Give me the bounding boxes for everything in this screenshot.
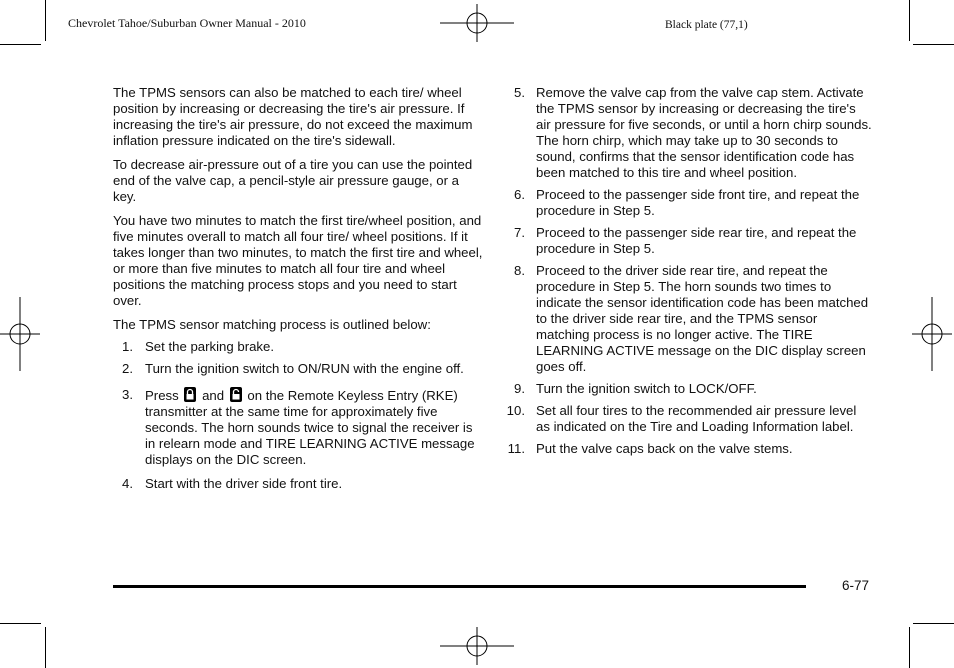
step-text: Turn the ignition switch to LOCK/OFF. bbox=[536, 381, 757, 396]
step-item bbox=[113, 476, 483, 492]
step-text-pre: Press bbox=[145, 388, 179, 403]
step-number: 9. bbox=[514, 381, 525, 396]
lock-icon bbox=[184, 387, 196, 402]
step-list bbox=[503, 85, 873, 457]
step-number: 10. bbox=[506, 403, 525, 418]
step-item bbox=[503, 403, 873, 435]
step-item bbox=[503, 263, 873, 375]
registration-mark-right bbox=[912, 297, 952, 371]
step-text: Proceed to the driver side rear tire, and repeat the procedure in Step 5. The horn sounds two times to indicate the sensor identification code has been matched to the driver side rear tire, and the TPMS sensor matching process is no longer active. The TIRE LEARNING ACTIVE message on the DIC display screen goes off. bbox=[536, 263, 869, 374]
step-text: Proceed to the passenger side front tire, and repeat the procedure in Step 5. bbox=[536, 187, 860, 218]
step-number: 1. bbox=[122, 339, 133, 354]
step-item bbox=[503, 85, 873, 181]
footer-rule bbox=[113, 585, 806, 588]
plate-label: Black plate (77,1) bbox=[665, 19, 748, 31]
step-item bbox=[503, 381, 873, 397]
step-text: Put the valve caps back on the valve stems. bbox=[536, 441, 793, 456]
unlock-icon bbox=[230, 387, 242, 402]
step-text-post: on the Remote Keyless Entry (RKE) transmitter at the same time for approximately five seconds. The horn sounds twice to signal the receiver is in relearn mode and TIRE LEARNING ACTIVE message displays on the DIC screen. bbox=[145, 388, 475, 467]
step-text: Remove the valve cap from the valve cap stem. Activate the TPMS sensor by increasing or decreasing the tire's air pressure for five seconds, or until a horn chirp sounds. The horn chirp, which may take up to 30 seconds to sound, confirms that the sensor identification code has been matched to this tire and wheel position. bbox=[536, 85, 872, 180]
step-text-mid: and bbox=[202, 388, 225, 403]
registration-mark-left bbox=[0, 297, 40, 371]
paragraph: The TPMS sensors can also be matched to each tire/ wheel position by increasing or decreasing the tire's air pressure. If increasing the tire's air pressure, do not exceed the maximum inflation pressure indicated on the tire's sidewall. bbox=[113, 85, 473, 148]
step-number: 5. bbox=[514, 85, 525, 100]
step-item bbox=[113, 361, 483, 377]
step-number: 6. bbox=[514, 187, 525, 202]
step-text: Start with the driver side front tire. bbox=[145, 476, 343, 491]
right-column bbox=[503, 85, 873, 463]
registration-mark-bottom bbox=[440, 627, 514, 665]
step-text: Turn the ignition switch to ON/RUN with the engine off. bbox=[145, 361, 464, 376]
step-list bbox=[113, 339, 483, 492]
step-text: Proceed to the passenger side rear tire, and repeat the procedure in Step 5. bbox=[536, 225, 857, 256]
step-text: Set all four tires to the recommended air pressure level as indicated on the Tire and Loading Information label. bbox=[536, 403, 857, 434]
step-number: 8. bbox=[514, 263, 525, 278]
page-number: 6-77 bbox=[842, 578, 870, 593]
paragraph: The TPMS sensor matching process is outlined below: bbox=[113, 317, 431, 332]
step-number: 3. bbox=[122, 387, 133, 402]
step-number: 2. bbox=[122, 361, 133, 376]
running-header-title: Chevrolet Tahoe/Suburban Owner Manual - 2010 bbox=[68, 16, 306, 30]
step-number: 4. bbox=[122, 476, 133, 491]
paragraph: You have two minutes to match the first tire/wheel position, and five minutes overall to match all four tire/ wheel positions. If it takes longer than two minutes, to match the first tire and wheel, or more than five minutes to match all four tire and wheel positions the matching process stops and you need to start over. bbox=[113, 213, 483, 308]
step-item bbox=[113, 387, 483, 468]
step-number: 11. bbox=[507, 441, 525, 456]
step-number: 7. bbox=[514, 225, 525, 240]
step-item bbox=[503, 187, 873, 219]
paragraph: To decrease air-pressure out of a tire you can use the pointed end of the valve cap, a pencil-style air pressure gauge, or a key. bbox=[113, 157, 473, 204]
registration-mark-top bbox=[440, 4, 514, 42]
step-item bbox=[503, 225, 873, 257]
step-item bbox=[113, 339, 483, 355]
step-item bbox=[503, 441, 873, 457]
step-text: Set the parking brake. bbox=[145, 339, 275, 354]
left-column bbox=[113, 85, 483, 498]
